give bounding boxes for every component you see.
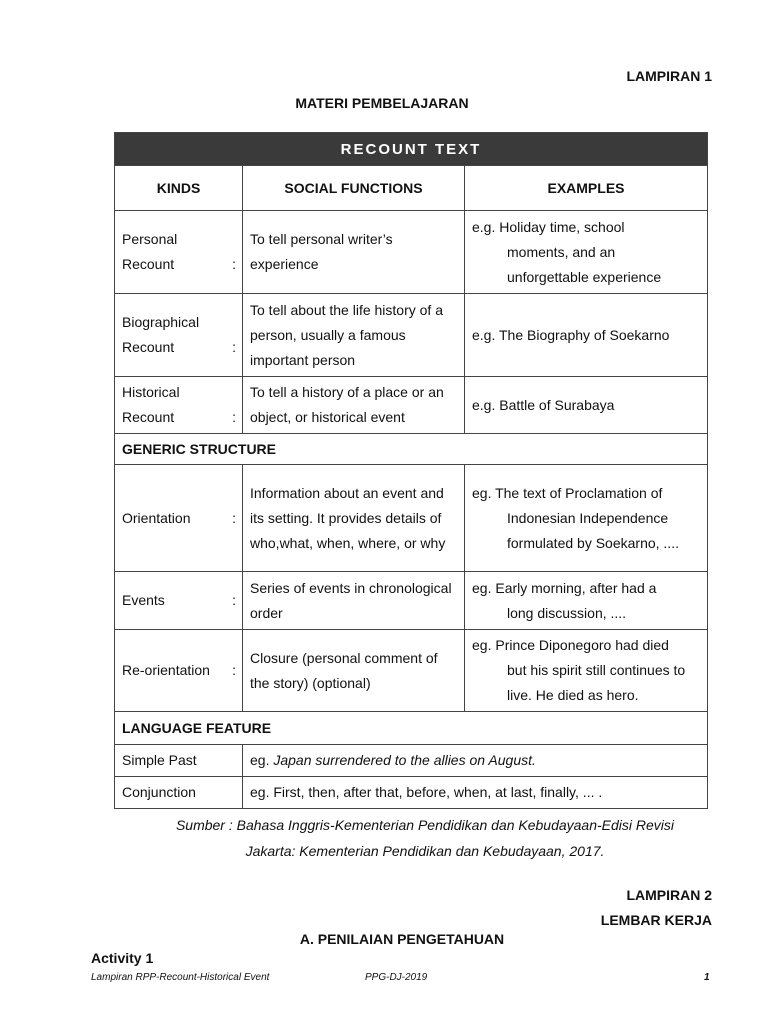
table-row	[115, 630, 708, 712]
lembar-kerja-label: LEMBAR KERJA	[600, 912, 712, 928]
example-cell: e.g. Holiday time, school moments, and an unforgettable experience	[465, 211, 708, 294]
example-cell: e.g. Battle of Surabaya	[465, 377, 708, 434]
col-examples: EXAMPLES	[465, 166, 708, 211]
function-cell: To tell personal writer’s experience	[243, 211, 465, 294]
lampiran-1-label: LAMPIRAN 1	[626, 68, 712, 84]
lampiran-2-label: LAMPIRAN 2	[626, 887, 712, 903]
function-cell: To tell a history of a place or an object, or historical event	[243, 377, 465, 434]
part-cell: Events :	[115, 572, 243, 630]
feature-example-cell: eg. First, then, after that, before, when, at last, finally, ... .	[243, 777, 708, 809]
example-cell: eg. Prince Diponegoro had died but his spirit still continues to live. He died as hero.	[465, 630, 708, 712]
example-cell: eg. The text of Proclamation of Indonesian Independence formulated by Soekarno, ....	[465, 465, 708, 572]
table-row	[115, 745, 708, 777]
table-row	[115, 211, 708, 294]
table-title: RECOUNT TEXT	[115, 133, 708, 166]
table-row	[115, 294, 708, 377]
source-line-2: Jakarta: Kementerian Pendidikan dan Kebudayaan, 2017.	[245, 843, 605, 859]
col-kinds: KINDS	[115, 166, 243, 211]
example-cell: eg. Early morning, after had a long discussion, ....	[465, 572, 708, 630]
part-cell: Re-orientation :	[115, 630, 243, 712]
kind-cell: Biographical Recount :	[115, 294, 243, 377]
footer-middle: PPG-DJ-2019	[365, 972, 428, 983]
source-line-1: Sumber : Bahasa Inggris-Kementerian Pendidikan dan Kebudayaan-Edisi Revisi	[175, 817, 675, 833]
part-cell: Orientation :	[115, 465, 243, 572]
page-number: 1	[704, 972, 710, 983]
table-row	[115, 465, 708, 572]
description-cell: Information about an event and its setting. It provides details of who,what, when, where, or why	[243, 465, 465, 572]
feature-cell: Simple Past	[115, 745, 243, 777]
kind-cell: Historical Recount :	[115, 377, 243, 434]
function-cell: To tell about the life history of a person, usually a famous important person	[243, 294, 465, 377]
materi-title: MATERI PEMBELAJARAN	[295, 95, 469, 111]
footer-left: Lampiran RPP-Recount-Historical Event	[91, 972, 270, 983]
feature-example-cell: eg. Japan surrendered to the allies on August.	[243, 745, 708, 777]
penilaian-heading: A. PENILAIAN PENGETAHUAN	[299, 931, 505, 947]
description-cell: Series of events in chronological order	[243, 572, 465, 630]
feature-cell: Conjunction	[115, 777, 243, 809]
description-cell: Closure (personal comment of the story) (optional)	[243, 630, 465, 712]
language-feature-heading: LANGUAGE FEATURE	[115, 712, 708, 745]
table-row	[115, 572, 708, 630]
example-cell: e.g. The Biography of Soekarno	[465, 294, 708, 377]
generic-structure-heading: GENERIC STRUCTURE	[115, 434, 708, 465]
table-row	[115, 377, 708, 434]
kind-cell: Personal Recount :	[115, 211, 243, 294]
col-social-functions: SOCIAL FUNCTIONS	[243, 166, 465, 211]
table-row	[115, 777, 708, 809]
recount-table	[114, 132, 708, 809]
activity-heading: Activity 1	[91, 950, 154, 966]
